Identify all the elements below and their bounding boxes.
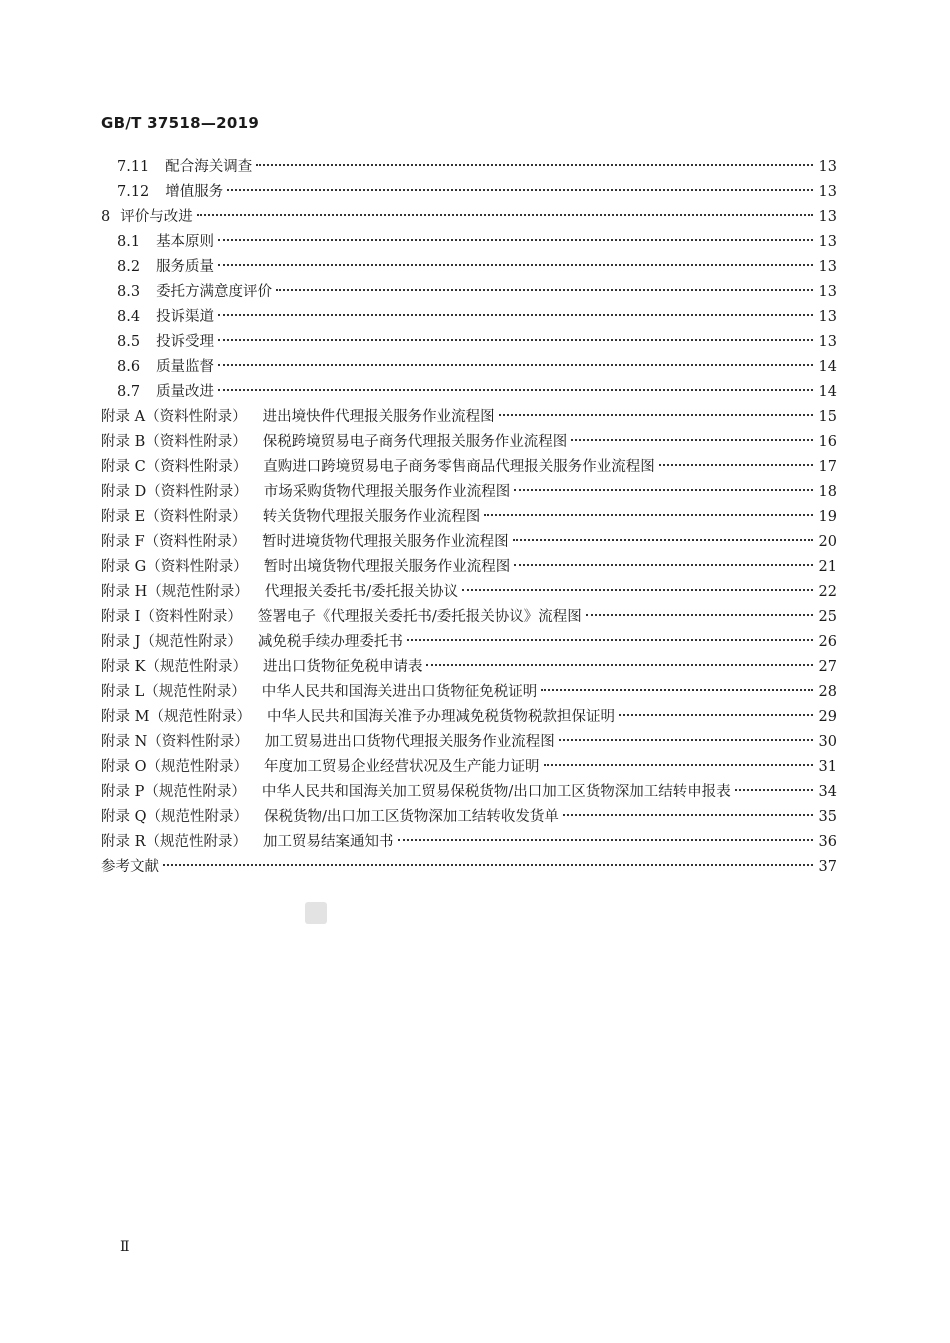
toc-entry-title: 基本原则: [156, 234, 215, 250]
toc-entry[interactable]: [0, 830, 837, 855]
toc-entry-page: 17: [818, 459, 837, 475]
toc-entry-page: 22: [818, 584, 837, 600]
toc-entry-number: 附录 E（资料性附录）: [101, 509, 247, 525]
toc-leader-dots: [227, 189, 812, 191]
toc-leader-dots: [484, 514, 812, 516]
toc-entry-page: 25: [818, 609, 837, 625]
toc-entry[interactable]: [0, 180, 837, 205]
toc-leader-dots: [659, 464, 813, 466]
toc-entry-title: 评价与改进: [120, 209, 193, 225]
toc-entry-title: 减免税手续办理委托书: [257, 634, 403, 650]
toc-entry-page: 19: [818, 509, 837, 525]
page-number: Ⅱ: [120, 1239, 130, 1255]
toc-entry[interactable]: [0, 455, 837, 480]
toc-entry-page: 13: [818, 284, 837, 300]
toc-leader-dots: [541, 689, 812, 691]
toc-entry-number: 附录 P（规范性附录）: [101, 784, 246, 800]
toc-entry-number: 8.4: [117, 309, 141, 325]
toc-entry[interactable]: [0, 855, 837, 880]
toc-entry-title: 暂时进境货物代理报关服务作业流程图: [262, 534, 509, 550]
toc-entry-page: 28: [818, 684, 837, 700]
toc-entry-number: 附录 C（资料性附录）: [101, 459, 248, 475]
toc-entry-number: 8.6: [117, 359, 141, 375]
toc-entry-title: 中华人民共和国海关准予办理减免税货物税款担保证明: [266, 709, 615, 725]
toc-entry[interactable]: [0, 680, 837, 705]
toc-entry-title: 质量监督: [156, 359, 215, 375]
toc-leader-dots: [163, 864, 813, 866]
toc-entry-title: 委托方满意度评价: [156, 284, 273, 300]
toc-entry-title: 市场采购货物代理报关服务作业流程图: [263, 484, 511, 500]
toc-entry-title: 年度加工贸易企业经营状况及生产能力证明: [264, 759, 540, 775]
toc-entry[interactable]: [0, 780, 837, 805]
toc-entry-page: 21: [818, 559, 837, 575]
toc-entry-title: 中华人民共和国海关加工贸易保税货物/出口加工区货物深加工结转申报表: [261, 784, 731, 800]
toc-entry[interactable]: [0, 605, 837, 630]
toc-entry-title: 质量改进: [156, 384, 215, 400]
toc-leader-dots: [514, 564, 812, 566]
toc-entry-page: 16: [818, 434, 837, 450]
toc-entry[interactable]: [0, 530, 837, 555]
toc-entry-number: 7.11: [117, 159, 150, 175]
toc-entry[interactable]: [0, 805, 837, 830]
toc-leader-dots: [398, 839, 813, 841]
toc-entry-number: 8.5: [117, 334, 141, 350]
toc-entry-page: 14: [818, 359, 837, 375]
toc-entry-number: 附录 G（资料性附录）: [101, 559, 248, 575]
toc-entry-title: 暂时出境货物代理报关服务作业流程图: [263, 559, 511, 575]
toc-entry-page: 29: [818, 709, 837, 725]
toc-entry-page: 26: [818, 634, 837, 650]
toc-entry[interactable]: [0, 480, 837, 505]
toc-entry-page: 31: [818, 759, 837, 775]
toc-entry-number: 附录 L（规范性附录）: [101, 684, 246, 700]
toc-leader-dots: [256, 164, 812, 166]
toc-entry-title: 签署电子《代理报关委托书/委托报关协议》流程图: [257, 609, 582, 625]
toc-entry-number: 附录 D（资料性附录）: [101, 484, 248, 500]
toc-leader-dots: [197, 214, 813, 216]
toc-entry-number: 7.12: [117, 184, 150, 200]
toc-entry-number: 附录 M（规范性附录）: [101, 709, 251, 725]
toc-entry[interactable]: [0, 205, 837, 230]
toc-entry-number: 8.1: [117, 234, 141, 250]
toc-entry[interactable]: [0, 505, 837, 530]
toc-entry-page: 13: [818, 259, 837, 275]
toc-entry-number: 附录 N（资料性附录）: [101, 734, 249, 750]
toc-leader-dots: [544, 764, 813, 766]
toc-entry-number: 附录 J（规范性附录）: [101, 634, 242, 650]
toc-leader-dots: [426, 664, 812, 666]
toc-leader-dots: [513, 539, 813, 541]
toc-entry[interactable]: [0, 430, 837, 455]
toc-entry[interactable]: [0, 155, 837, 180]
toc-entry-title: 转关货物代理报关服务作业流程图: [262, 509, 481, 525]
toc-entry-title: 增值服务: [165, 184, 224, 200]
toc-entry-title: 进出境快件代理报关服务作业流程图: [262, 409, 495, 425]
toc-entry[interactable]: [0, 755, 837, 780]
toc-leader-dots: [407, 639, 813, 641]
toc-entry-page: 18: [818, 484, 837, 500]
toc-entry-number: 附录 F（资料性附录）: [101, 534, 247, 550]
toc-entry-number: 8.3: [117, 284, 141, 300]
toc-entry-page: 20: [818, 534, 837, 550]
toc-entry[interactable]: [0, 330, 837, 355]
toc-entry[interactable]: [0, 580, 837, 605]
toc-entry-page: 13: [818, 159, 837, 175]
standard-number-header: GB/T 37518—2019: [101, 114, 260, 132]
toc-entry-title: 配合海关调查: [165, 159, 253, 175]
toc-entry-number: 附录 R（规范性附录）: [101, 834, 248, 850]
toc-leader-dots: [571, 439, 812, 441]
toc-leader-dots: [218, 364, 812, 366]
toc-entry-number: 附录 O（规范性附录）: [101, 759, 248, 775]
toc-entry-title: 中华人民共和国海关进出口货物征免税证明: [261, 684, 538, 700]
toc-leader-dots: [218, 239, 812, 241]
toc-entry[interactable]: [0, 305, 837, 330]
toc-entry-title: 保税跨境贸易电子商务代理报关服务作业流程图: [262, 434, 568, 450]
toc-entry[interactable]: [0, 730, 837, 755]
toc-entry[interactable]: [0, 380, 837, 405]
toc-entry-title: 参考文献: [101, 859, 159, 875]
toc-entry-title: 投诉受理: [156, 334, 215, 350]
toc-entry-page: 35: [818, 809, 837, 825]
toc-entry-page: 13: [818, 184, 837, 200]
toc-entry[interactable]: [0, 405, 837, 430]
toc-entry-page: 27: [818, 659, 837, 675]
toc-leader-dots: [218, 264, 812, 266]
toc-leader-dots: [218, 339, 812, 341]
toc-entry-page: 34: [818, 784, 837, 800]
toc-entry[interactable]: [0, 280, 837, 305]
toc-entry-title: 投诉渠道: [156, 309, 215, 325]
toc-entry-number: 8.7: [117, 384, 141, 400]
toc-entry-title: 代理报关委托书/委托报关协议: [264, 584, 459, 600]
toc-entry[interactable]: [0, 355, 837, 380]
toc-entry-title: 进出口货物征免税申请表: [262, 659, 423, 675]
toc-leader-dots: [276, 289, 812, 291]
toc-leader-dots: [735, 789, 813, 791]
toc-entry[interactable]: [0, 630, 837, 655]
toc-entry-page: 30: [818, 734, 837, 750]
toc-entry[interactable]: [0, 230, 837, 255]
gray-square-mark: [305, 902, 327, 924]
toc-entry[interactable]: [0, 555, 837, 580]
toc-entry-page: 13: [818, 334, 837, 350]
toc-entry-page: 13: [818, 309, 837, 325]
toc-entry-title: 服务质量: [156, 259, 215, 275]
toc-entry[interactable]: [0, 655, 837, 680]
toc-leader-dots: [619, 714, 813, 716]
toc-entry[interactable]: [0, 255, 837, 280]
toc-entry-title: 加工贸易结案通知书: [263, 834, 394, 850]
toc-entry-page: 15: [818, 409, 837, 425]
toc-entry-page: 13: [818, 209, 837, 225]
toc-leader-dots: [514, 489, 812, 491]
toc-leader-dots: [462, 589, 812, 591]
toc-leader-dots: [563, 814, 813, 816]
toc-entry-page: 13: [818, 234, 837, 250]
toc-entry-number: 附录 H（规范性附录）: [101, 584, 249, 600]
toc-entry-title: 直购进口跨境贸易电子商务零售商品代理报关服务作业流程图: [263, 459, 655, 475]
toc-entry-page: 36: [818, 834, 837, 850]
toc-leader-dots: [586, 614, 813, 616]
toc-entry[interactable]: [0, 705, 837, 730]
toc-entry-title: 保税货物/出口加工区货物深加工结转收发货单: [264, 809, 559, 825]
toc-entry-number: 附录 K（规范性附录）: [101, 659, 247, 675]
toc-entry-number: 附录 Q（规范性附录）: [101, 809, 248, 825]
toc-entry-number: 附录 B（资料性附录）: [101, 434, 247, 450]
toc-leader-dots: [218, 314, 812, 316]
toc-entry-number: 8: [101, 209, 111, 225]
toc-leader-dots: [218, 389, 812, 391]
toc-entry-title: 加工贸易进出口货物代理报关服务作业流程图: [264, 734, 555, 750]
toc-leader-dots: [499, 414, 813, 416]
toc-leader-dots: [559, 739, 813, 741]
toc-entry-page: 14: [818, 384, 837, 400]
toc-entry-number: 附录 A（资料性附录）: [101, 409, 247, 425]
toc-entry-page: 37: [818, 859, 837, 875]
toc-entry-number: 附录 I（资料性附录）: [101, 609, 242, 625]
toc-entry-number: 8.2: [117, 259, 141, 275]
